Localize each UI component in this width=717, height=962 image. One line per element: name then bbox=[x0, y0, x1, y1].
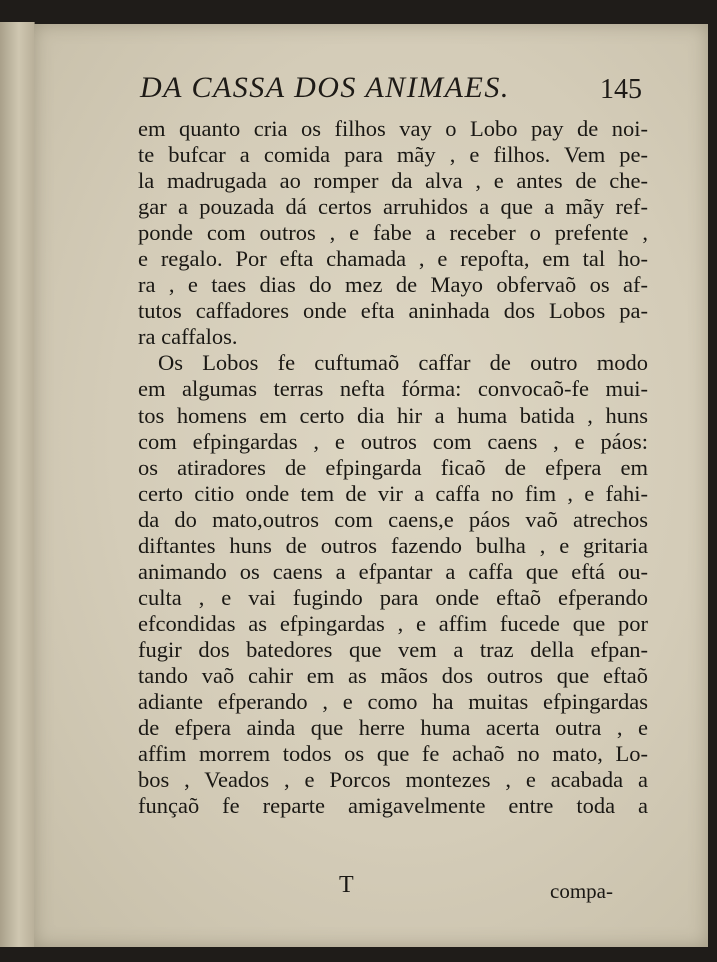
page-number: 145 bbox=[600, 74, 642, 105]
text-line: tos homens em certo dia hir a huma batida , huns bbox=[138, 402, 648, 428]
text-line: affim morrem todos os que fe achaõ no mato, Lo- bbox=[138, 741, 648, 767]
text-line: com efpingardas , e outros com caens , e páos: bbox=[138, 428, 648, 454]
text-line: adiante efperando , e como ha muitas efpingardas bbox=[138, 689, 648, 715]
text-line: fugir dos batedores que vem a traz della efpan- bbox=[138, 636, 648, 662]
text-line: tutos caffadores onde efta aninhada dos Lobos pa- bbox=[138, 298, 648, 324]
text-line: funçaõ fe reparte amigavelmente entre toda a bbox=[138, 793, 648, 819]
body-text bbox=[138, 116, 648, 819]
text-line: te bufcar a comida para mãy , e filhos. Vem pe- bbox=[138, 142, 648, 168]
text-line: em quanto cria os filhos vay o Lobo pay de noi- bbox=[138, 116, 648, 141]
paragraph-2 bbox=[138, 350, 648, 819]
text-line: gar a pouzada dá certos arruhidos a que a mãy ref- bbox=[138, 194, 648, 220]
text-line: de efpera ainda que herre huma acerta outra , e bbox=[138, 715, 648, 741]
text-line: animando os caens a efpantar a caffa que eftá ou- bbox=[138, 558, 648, 584]
text-line: efcondidas as efpingardas , e affim fucede que por bbox=[138, 610, 648, 636]
text-line: em algumas terras nefta fórma: convocaõ-fe mui- bbox=[138, 376, 648, 402]
text-line: da do mato,outros com caens,e páos vaõ atrechos bbox=[138, 506, 648, 532]
text-line: la madrugada ao romper da alva , e antes de che- bbox=[138, 168, 648, 194]
text-line: tando vaõ cahir em as mãos dos outros que eftaõ bbox=[138, 662, 648, 688]
text-line: ponde com outros , e fabe a receber o prefente , bbox=[138, 220, 648, 246]
text-line: bos , Veados , e Porcos montezes , e acabada a bbox=[138, 767, 648, 793]
text-line: Os Lobos fe cuftumaõ caffar de outro modo bbox=[158, 350, 648, 376]
text-line: culta , e vai fugindo para onde eftaõ efperando bbox=[138, 584, 648, 610]
paragraph-1 bbox=[138, 116, 648, 350]
text-line: ra caffalos. bbox=[138, 324, 238, 350]
signature-mark: T bbox=[339, 872, 354, 898]
catchword: compa- bbox=[550, 879, 613, 903]
text-line: diftantes huns de outros fazendo bulha , e gritaria bbox=[138, 532, 648, 558]
text-line: ra , e taes dias do mez de Mayo obfervaõ os af- bbox=[138, 272, 648, 298]
text-line: os atiradores de efpingarda ficaõ de efpera em bbox=[138, 454, 648, 480]
book-page bbox=[34, 24, 708, 947]
running-head: DA CASSA DOS ANIMAES. bbox=[140, 71, 510, 104]
text-line: certo citio onde tem de vir a caffa no fim , e fahi- bbox=[138, 480, 648, 506]
previous-page-edge bbox=[0, 22, 35, 947]
text-line: e regalo. Por efta chamada , e repofta, em tal ho- bbox=[138, 246, 648, 272]
